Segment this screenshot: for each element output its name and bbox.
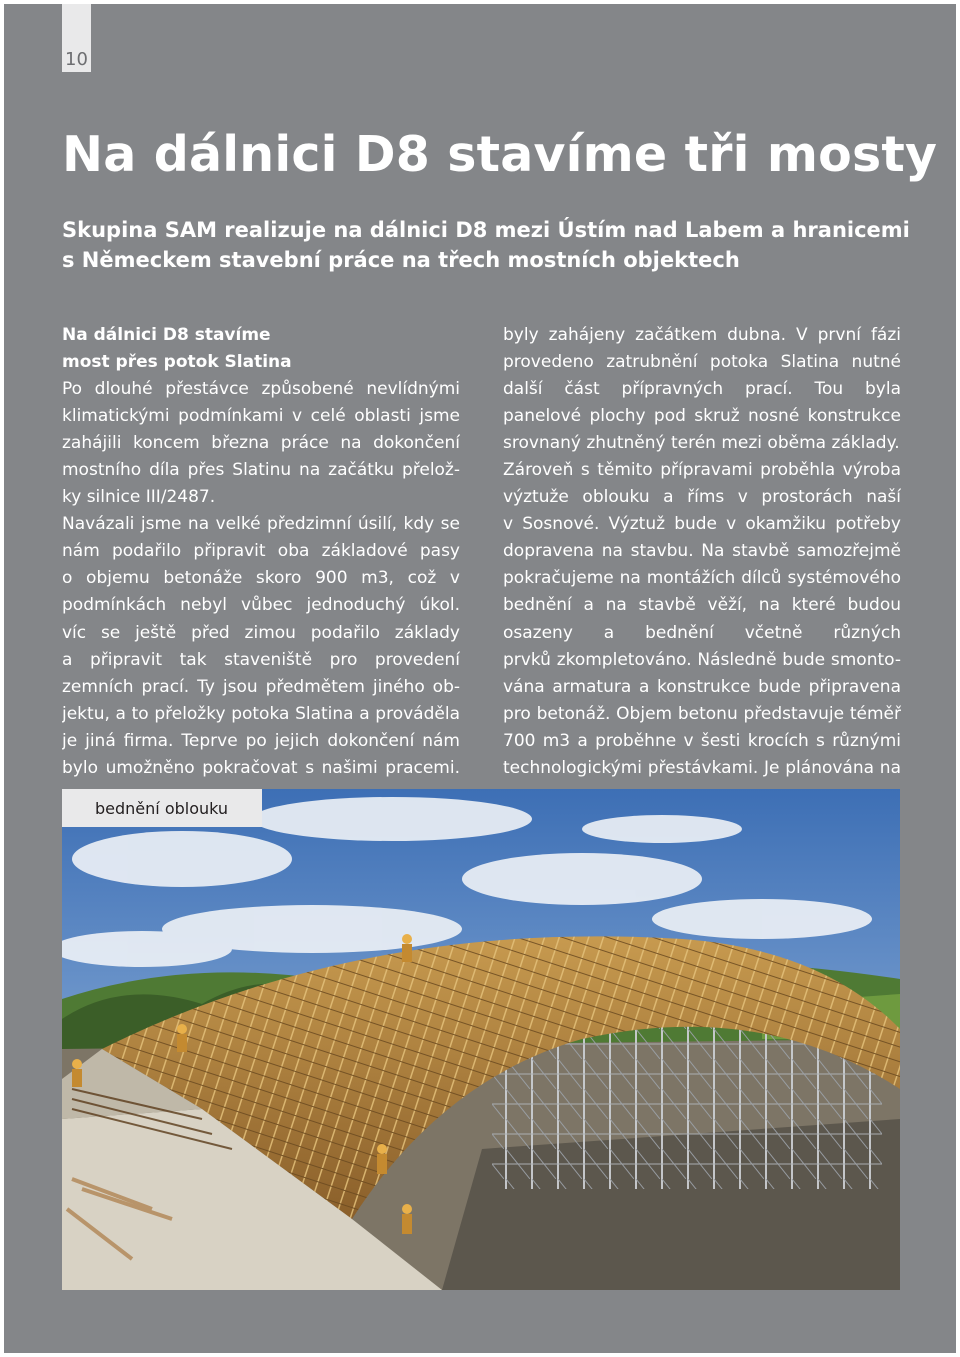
body-text-line: Zároveň s těmito přípravami proběhla výroba — [503, 460, 901, 481]
right-column — [503, 322, 901, 782]
body-text-line: podmínkách nebyl vůbec jednoduchý úkol. — [62, 595, 460, 616]
arch-formwork-photo — [62, 789, 900, 1290]
subtitle-line: Skupina SAM realizuje na dálnici D8 mezi Ústím nad Labem a hranicemi — [62, 218, 910, 242]
body-text-line: zahájili koncem března práce na dokončení — [62, 433, 460, 454]
body-text-line: ky silnice III/2487. — [62, 487, 216, 508]
body-text-line: zemních prací. Ty jsou předmětem jiného ob- — [62, 676, 460, 697]
body-text-line: víc se ještě před zimou podařilo základy — [62, 622, 460, 643]
body-text-line: bednění a na stavbě věží, na které budou — [503, 595, 901, 616]
section-heading-line: most přes potok Slatina — [62, 352, 292, 373]
article-subtitle — [62, 215, 932, 275]
body-text-line: je jiná firma. Teprve po jejich dokončení nám — [62, 730, 460, 751]
magazine-page — [4, 4, 956, 1353]
body-text-line: Po dlouhé přestávce způsobené nevlídnými — [62, 379, 460, 400]
body-text-line: klimatickými podmínkami v celé oblasti jsme — [62, 406, 460, 427]
body-text-line: dopravena na stavbu. Na stavbě samozřejmě — [503, 541, 901, 562]
page-number: 10 — [65, 49, 88, 70]
body-text-line: byly zahájeny začátkem dubna. V první fázi — [503, 325, 901, 345]
subtitle-line: s Německem stavební práce na třech mostních objektech — [62, 248, 740, 272]
body-text-line: nám podařilo připravit oba základové pasy — [62, 541, 460, 562]
caption-text: bednění oblouku — [95, 798, 229, 818]
body-text-line: 700 m3 a proběhne v šesti krocích s různými — [503, 730, 901, 751]
body-text-line: o objemu betonáže skoro 900 m3, což v — [62, 568, 460, 589]
body-text-line: pokračujeme na montážích dílců systémového — [503, 568, 901, 589]
body-text-line: Navázali jsme na velké předzimní úsilí, kdy se — [62, 514, 460, 535]
construction-site-illustration — [62, 789, 900, 1290]
page-number-tab — [62, 4, 91, 72]
body-text-line: mostního díla přes Slatinu na začátku přelož- — [62, 460, 460, 481]
body-text-line: bylo umožněno pokračovat s našimi pracemi. — [62, 757, 460, 778]
section-heading-line: Na dálnici D8 stavíme — [62, 325, 271, 345]
body-text-line: další část přípravných prací. Tou byla — [503, 379, 901, 400]
article-title: Na dálnici D8 stavíme tři mosty — [62, 126, 938, 183]
body-text-line: provedeno zatrubnění potoka Slatina nutné — [503, 352, 901, 373]
body-text-line: v Sosnové. Výztuž bude v okamžiku potřeby — [503, 514, 901, 535]
body-text-line: panelové plochy pod skruž nosné konstrukce — [503, 406, 901, 427]
body-text-line: prvků zkompletováno. Následně bude smonto- — [503, 649, 901, 670]
body-text-line: osazeny a bednění včetně různých — [503, 622, 901, 643]
body-text-line: a připravit tak staveniště pro provedení — [62, 649, 460, 670]
left-column — [62, 322, 460, 782]
body-text-line: technologickými přestávkami. Je plánována na — [503, 757, 901, 778]
body-text-line: vána armatura a konstrukce bude připravena — [503, 676, 901, 697]
photo-caption — [62, 789, 262, 827]
body-text-line: výztuže oblouku a říms v prostorách naší — [503, 487, 901, 508]
body-text-line: jektu, a to přeložky potoka Slatina a prováděla — [62, 703, 460, 724]
body-text-line: srovnaný zhutněný terén mezi oběma základy. — [503, 433, 900, 454]
body-text-line: pro betonáž. Objem betonu představuje téměř — [503, 703, 901, 724]
